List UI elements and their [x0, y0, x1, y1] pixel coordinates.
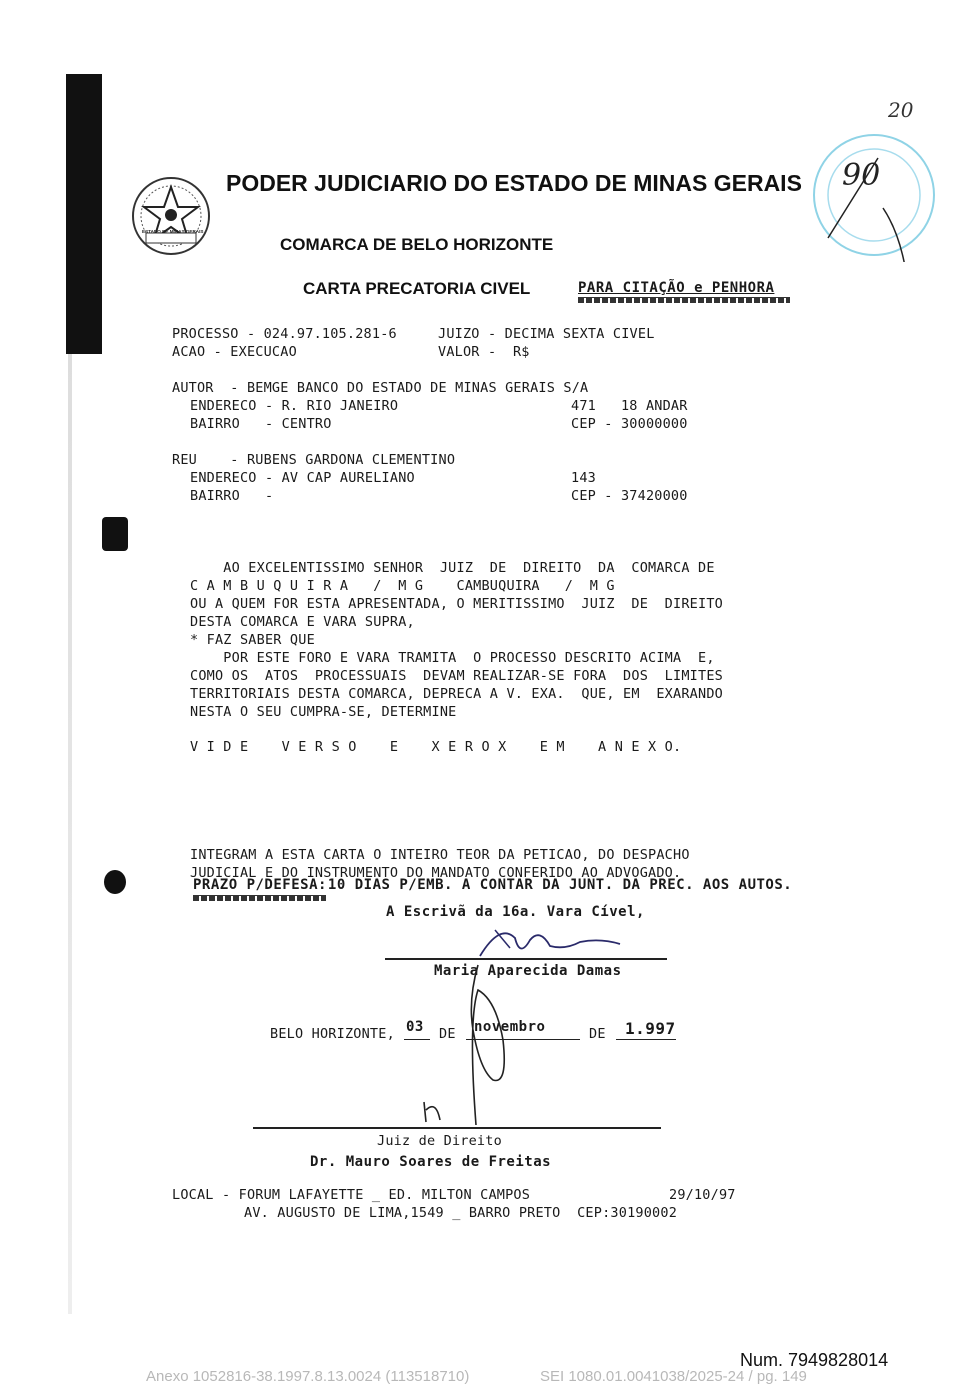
- prazo-underline: [193, 895, 326, 901]
- comarca-title: COMARCA DE BELO HORIZONTE: [280, 235, 554, 254]
- autor-cep: CEP - 30000000: [571, 416, 688, 432]
- court-name: JUIZO - DECIMA SEXTA CIVEL: [438, 326, 655, 342]
- body-line-6: POR ESTE FORO E VARA TRAMITA O PROCESSO DESCRITO ACIMA E,: [190, 650, 715, 666]
- seal-text: ESTADO DE MINAS GERAIS: [142, 229, 204, 234]
- purpose-label: PARA CITAÇÃO e PENHORA: [578, 280, 775, 296]
- purpose-underline: [578, 297, 790, 303]
- judge-title: Juiz de Direito: [377, 1133, 502, 1149]
- judge-signature-line: [253, 1127, 661, 1129]
- local-date: 29/10/97: [669, 1187, 736, 1203]
- reu-name: REU - RUBENS GARDONA CLEMENTINO: [172, 452, 456, 468]
- scan-edge-line: [68, 354, 72, 1314]
- body-line-4: DESTA COMARCA E VARA SUPRA,: [190, 614, 415, 630]
- action-type: ACAO - EXECUCAO: [172, 344, 297, 360]
- date-year-line: [616, 1039, 676, 1040]
- body-line-7: COMO OS ATOS PROCESSUAIS DEVAM REALIZAR-SE FORA DOS LIMITES: [190, 668, 723, 684]
- body-line-8: TERRITORIAIS DESTA COMARCA, DEPRECA A V. EXA. QUE, EM EXARANDO: [190, 686, 723, 702]
- state-seal-icon: [130, 175, 212, 257]
- punch-hole-bottom: [104, 870, 126, 894]
- document-type: CARTA PRECATORIA CIVEL: [303, 279, 531, 298]
- reu-cep: CEP - 37420000: [571, 488, 688, 504]
- local-line-1: LOCAL - FORUM LAFAYETTE _ ED. MILTON CAMPOS: [172, 1187, 531, 1203]
- handwritten-folio-number: 90: [842, 158, 881, 193]
- judge-signature: [418, 960, 528, 1130]
- vide-verso-line: V I D E V E R S O E X E R O X E M A N E X O.: [190, 739, 682, 755]
- date-day: 03: [406, 1019, 424, 1035]
- handwritten-page-mark: 20: [888, 98, 914, 122]
- body-line-1: AO EXCELENTISSIMO SENHOR JUIZ DE DIREITO DA COMARCA DE: [190, 560, 715, 576]
- body-line-2: C A M B U Q U I R A / M G CAMBUQUIRA / M G: [190, 578, 615, 594]
- local-line-2: AV. AUGUSTO DE LIMA,1549 _ BARRO PRETO CEP:30190002: [244, 1205, 678, 1221]
- document-number: Num. 7949828014: [740, 1350, 889, 1370]
- punch-hole-top: [102, 517, 128, 551]
- reu-bairro: BAIRRO -: [190, 488, 274, 504]
- judge-name: Dr. Mauro Soares de Freitas: [310, 1154, 552, 1170]
- date-city: BELO HORIZONTE,: [270, 1026, 395, 1042]
- body-line-9: NESTA O SEU CUMPRA-SE, DETERMINE: [190, 704, 457, 720]
- autor-address: ENDERECO - R. RIO JANEIRO: [190, 398, 399, 414]
- prazo-text: 10 DIAS P/EMB. A CONTAR DA JUNT. DA PREC. AOS AUTOS.: [319, 877, 793, 893]
- scan-edge-bar: [66, 74, 102, 354]
- integram-line-2: JUDICIAL E DO INSTRUMENTO DO MANDATO CONFERIDO AO ADVOGADO.: [190, 865, 682, 881]
- integram-line-1: INTEGRAM A ESTA CARTA O INTEIRO TEOR DA PETICAO, DO DESPACHO: [190, 847, 690, 863]
- process-number: PROCESSO - 024.97.105.281-6: [172, 326, 397, 342]
- autor-name: AUTOR - BEMGE BANCO DO ESTADO DE MINAS GERAIS S/A: [172, 380, 589, 396]
- value-field: VALOR - R$: [438, 344, 530, 360]
- date-de-1: DE: [439, 1026, 456, 1042]
- body-line-5: * FAZ SABER QUE: [190, 632, 315, 648]
- footer-sei: SEI 1080.01.0041038/2025-24 / pg. 149: [540, 1368, 807, 1385]
- institution-title: PODER JUDICIARIO DO ESTADO DE MINAS GERAIS: [226, 170, 802, 196]
- autor-address-number: 471 18 ANDAR: [571, 398, 688, 414]
- date-month: novembro: [474, 1019, 546, 1035]
- reu-address-number: 143: [571, 470, 596, 486]
- escriva-name: Maria Aparecida Damas: [434, 963, 622, 979]
- date-de-2: DE: [589, 1026, 606, 1042]
- footer-anexo: Anexo 1052816-38.1997.8.13.0024 (113518710): [146, 1368, 470, 1385]
- autor-bairro: BAIRRO - CENTRO: [190, 416, 332, 432]
- body-line-3: OU A QUEM FOR ESTA APRESENTADA, O MERITISSIMO JUIZ DE DIREITO: [190, 596, 723, 612]
- protocol-stamp-icon: [808, 128, 940, 262]
- escriva-title: A Escrivã da 16a. Vara Cível,: [386, 904, 645, 920]
- reu-address: ENDERECO - AV CAP AURELIANO: [190, 470, 415, 486]
- date-year: 1.997: [625, 1019, 676, 1038]
- prazo-label: PRAZO P/DEFESA:: [193, 877, 327, 893]
